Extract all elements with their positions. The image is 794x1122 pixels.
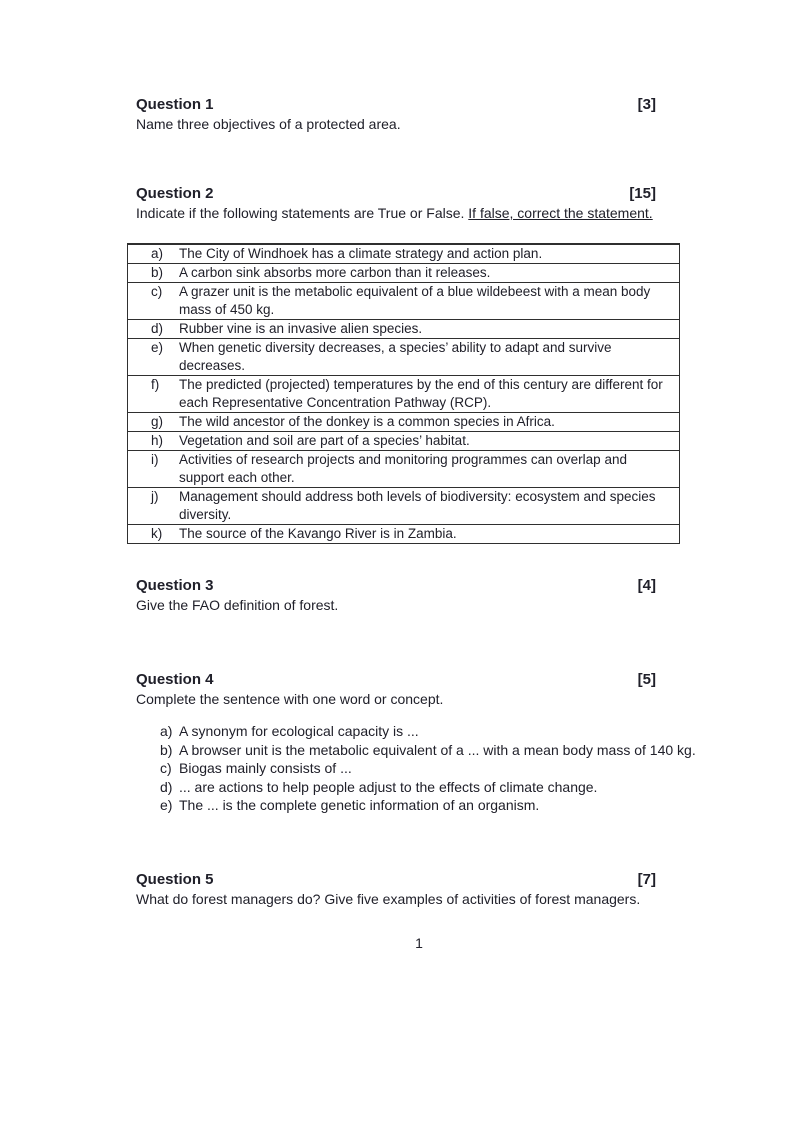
question-5-section [136, 871, 656, 908]
question-5-title: Question 5 [136, 871, 214, 888]
table-row [128, 263, 679, 282]
question-2-intro [136, 204, 656, 222]
list-item [160, 722, 696, 741]
row-statement: Rubber vine is an invasive alien species. [179, 321, 423, 336]
table-row [128, 282, 679, 319]
question-3-marks: [4] [637, 577, 656, 594]
item-text: The ... is the complete genetic information of an organism. [179, 797, 540, 814]
question-2-section [136, 185, 656, 222]
row-letter: i) [151, 452, 159, 467]
row-letter: c) [151, 284, 163, 299]
question-1-section [136, 96, 656, 133]
table-row [128, 338, 679, 375]
question-3-header [136, 577, 656, 595]
row-statement: A grazer unit is the metabolic equivalent of a blue wildebeest with a mean body mass of 450 kg. [179, 284, 651, 317]
question-5-intro: What do forest managers do? Give five examples of activities of forest managers. [136, 891, 641, 907]
row-letter: k) [151, 526, 163, 541]
list-item [160, 796, 696, 815]
question-2-header [136, 185, 656, 203]
item-letter: a) [160, 723, 173, 739]
row-statement: The predicted (projected) temperatures by the end of this century are different for each Representative Concentration Pathway (RCP). [179, 377, 663, 410]
question-5-marks: [7] [637, 871, 656, 888]
row-statement: A carbon sink absorbs more carbon than it releases. [179, 265, 491, 280]
row-statement: The City of Windhoek has a climate strategy and action plan. [179, 246, 543, 261]
question-4-section [136, 671, 656, 708]
table-row [128, 319, 679, 338]
question-2-title: Question 2 [136, 185, 214, 202]
table-row [128, 244, 679, 263]
question-2-intro-underlined: If false, correct the statement. [468, 205, 653, 221]
row-statement: Vegetation and soil are part of a species’ habitat. [179, 433, 470, 448]
row-letter: f) [151, 377, 160, 392]
table-row [128, 412, 679, 431]
table-row [128, 431, 679, 450]
list-item [160, 759, 696, 778]
item-text: A synonym for ecological capacity is ... [179, 723, 419, 739]
row-letter: e) [151, 340, 164, 355]
table-row [128, 450, 679, 487]
item-letter: d) [160, 778, 173, 795]
row-letter: h) [151, 433, 164, 448]
question-4-title: Question 4 [136, 671, 214, 688]
row-statement: Management should address both levels of biodiversity: ecosystem and species diversity. [179, 489, 656, 522]
question-4-marks: [5] [637, 671, 656, 688]
row-letter: b) [151, 265, 164, 280]
row-letter: j) [151, 489, 159, 504]
question-3-intro: Give the FAO definition of forest. [136, 597, 339, 613]
list-item [160, 741, 696, 760]
fill-in-list [160, 722, 696, 815]
question-1-header [136, 96, 656, 114]
item-text: ... are actions to help people adjust to the effects of climate change. [179, 778, 598, 795]
statements-table [127, 243, 680, 544]
question-1-marks: [3] [637, 96, 656, 113]
question-5-header [136, 871, 656, 889]
row-letter: d) [151, 321, 164, 336]
row-letter: a) [151, 246, 164, 261]
question-4-header [136, 671, 656, 689]
question-2-intro-plain: Indicate if the following statements are True or False. [136, 205, 469, 221]
question-2-marks: [15] [629, 185, 656, 202]
row-letter: g) [151, 414, 164, 429]
item-letter: b) [160, 741, 173, 758]
list-item [160, 778, 696, 797]
question-1-title: Question 1 [136, 96, 214, 113]
row-statement: Activities of research projects and monitoring programmes can overlap and support each other. [179, 452, 627, 485]
item-letter: c) [160, 760, 172, 777]
table-row [128, 487, 679, 524]
row-statement: The wild ancestor of the donkey is a common species in Africa. [179, 414, 555, 429]
row-statement: The source of the Kavango River is in Zambia. [179, 526, 457, 541]
item-text: A browser unit is the metabolic equivalent of a ... with a mean body mass of 140 kg. [179, 741, 696, 758]
table-row [128, 524, 679, 543]
row-statement: When genetic diversity decreases, a species’ ability to adapt and survive decreases. [179, 340, 612, 373]
question-3-section [136, 577, 656, 614]
table-row [128, 375, 679, 412]
page-number: 1 [415, 935, 423, 951]
question-3-title: Question 3 [136, 577, 214, 594]
item-text: Biogas mainly consists of ... [179, 760, 352, 777]
item-letter: e) [160, 797, 173, 814]
question-4-intro: Complete the sentence with one word or concept. [136, 691, 444, 707]
question-1-intro: Name three objectives of a protected area. [136, 116, 401, 132]
